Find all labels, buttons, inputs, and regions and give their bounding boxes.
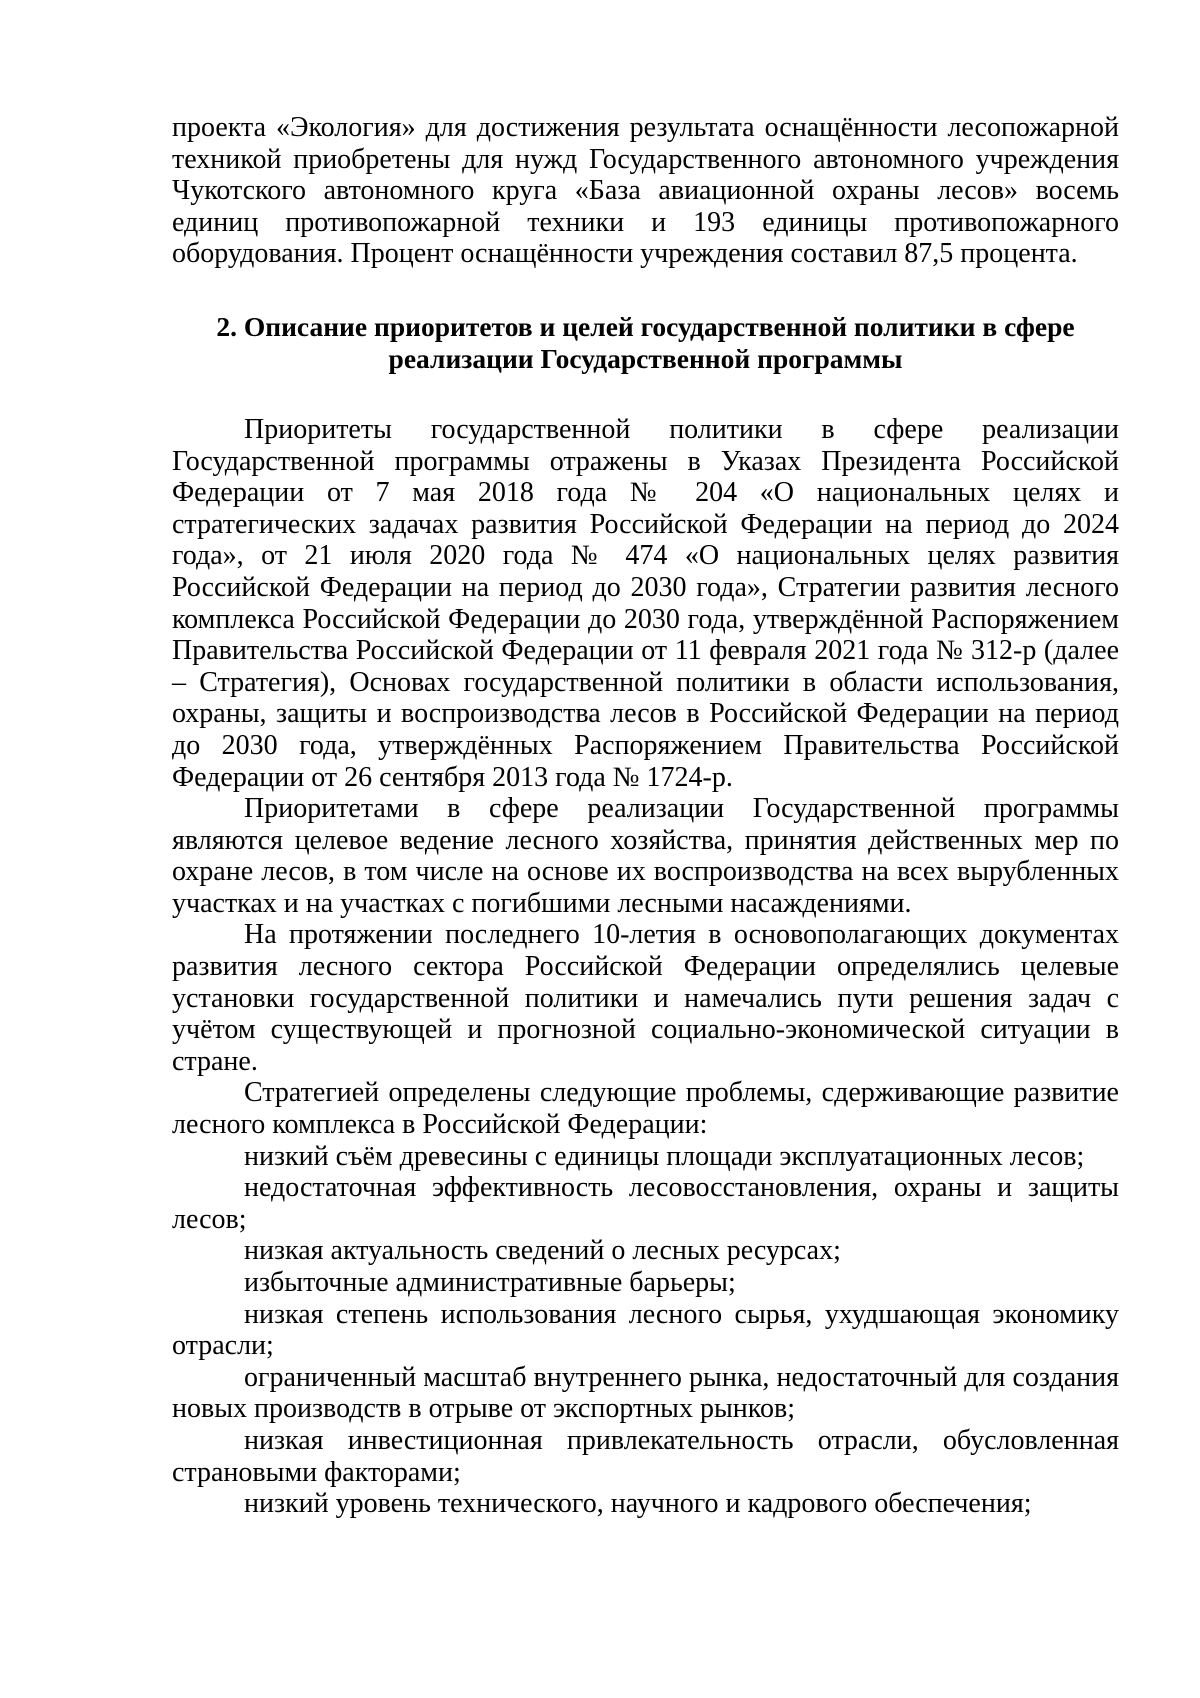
section-heading-line-2: реализации Государственной программы: [388, 342, 903, 374]
problem-item: низкий уровень технического, научного и кадрового обеспечения;: [244, 1488, 1032, 1520]
problem-item: недостаточная эффективность лесовосстановления, охраны и защиты лесов;: [172, 1172, 1119, 1235]
problem-item: низкая актуальность сведений о лесных ресурсах;: [244, 1235, 841, 1267]
section-heading-line-1: 2. Описание приоритетов и целей государственной политики в сфере: [216, 310, 1075, 342]
intro-paragraph: проекта «Экология» для достижения результата оснащённости лесопожарной техникой приобретены для нужд Государственного автономного учреждения Чукотского автономного круга «База авиационной охраны лесов» восемь единиц противопожарной техники и 193 единицы противопожарного оборудования. Процент оснащённости учреждения составил 87,5 процента.: [172, 112, 1119, 270]
problem-item: низкая степень использования лесного сырья, ухудшающая экономику отрасли;: [172, 1298, 1119, 1362]
paragraph-priorities-sources: Приоритеты государственной политики в сфере реализации Государственной программы отражены в Указах Президента Российской Федерации от 7 мая 2018 года № 204 «О национальных целях и стратегических задачах развития Российской Федерации на период до 2024 года», от 21 июля 2020 года № 474 «О национальных целях развития Российской Федерации на период до 2030 года», Стратегии развития лесного комплекса Российской Федерации до 2030 года, утверждённой Распоряжением Правительства Российской Федерации от 11 февраля 2021 года № 312-р (далее – Стратегия), Основах государственной политики в области использования, охраны, защиты и воспроизводства лесов в Российской Федерации на период до 2030 года, утверждённых Распоряжением Правительства Российской Федерации от 26 сентября 2013 года № 1724-р.: [172, 413, 1119, 793]
paragraph-strategy-problems-intro: Стратегией определены следующие проблемы, сдерживающие развитие лесного комплекса в Российской Федерации:: [172, 1077, 1119, 1141]
problem-item: ограниченный масштаб внутреннего рынка, недостаточный для создания новых производств в отрыве от экспортных рынков;: [172, 1361, 1119, 1425]
problem-item: избыточные административные барьеры;: [244, 1267, 736, 1298]
problem-item: низкая инвестиционная привлекательность отрасли, обусловленная страновыми факторами;: [172, 1424, 1119, 1488]
paragraph-decade-overview: На протяжении последнего 10-летия в основополагающих документах развития лесного сектора Российской Федерации определялись целевые установки государственной политики и намечались пути решения задач с учётом существующей и прогнозной социально-экономической ситуации в стране.: [172, 919, 1119, 1077]
problem-item: низкий съём древесины с единицы площади эксплуатационных лесов;: [244, 1140, 1085, 1172]
paragraph-priorities: Приоритетами в сфере реализации Государственной программы являются целевое ведение лесного хозяйства, принятия действенных мер по охране лесов, в том числе на основе их воспроизводства на всех вырубленных участках и на участках с погибшими лесными насаждениями.: [172, 793, 1119, 919]
section-heading: [172, 311, 1119, 375]
